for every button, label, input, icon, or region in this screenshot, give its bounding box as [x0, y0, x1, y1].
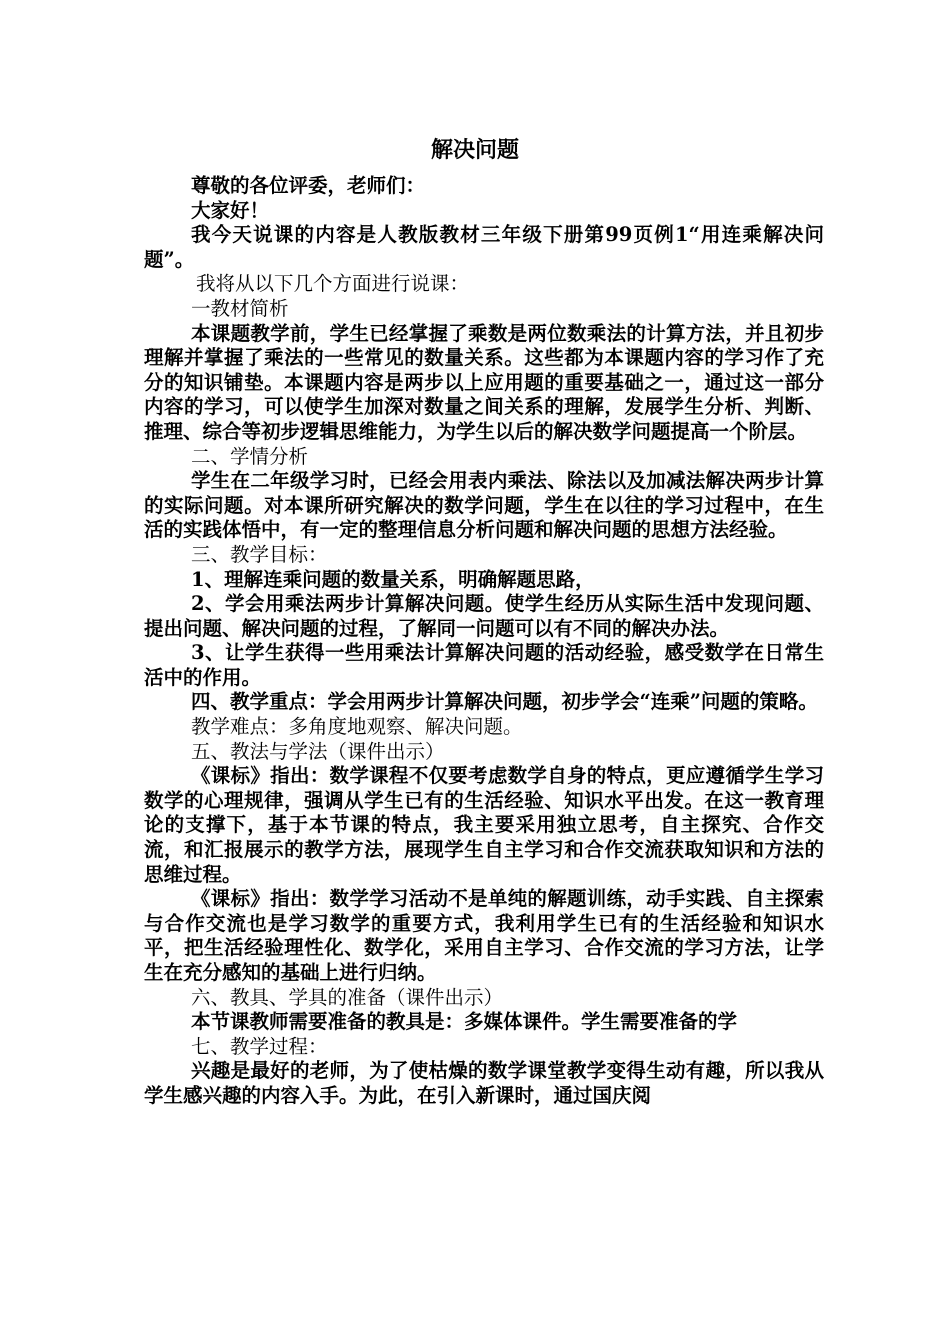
paragraph-goal-3: 3、让学生获得一些用乘法计算解决问题的活动经验，感受数学在日常生活中的作用。: [144, 641, 824, 689]
paragraph-methods-1: 《课标》指出：数学课程不仅要考虑数学自身的特点，更应遵循学生学习数学的心理规律，强调从学生已有的生活经验、知识水平出发。在这一教育理论的支撑下，基于本节课的特点，我主要采用独立思考，自主探究、合作交流，和汇报展示的教学方法，展现学生自主学习和合作交流获取知识和方法的思维过程。: [144, 764, 824, 886]
paragraph-methods-2: 《课标》指出：数学学习活动不是单纯的解题训练，动手实践、自主探索与合作交流也是学习数学的重要方式，我利用学生已有的生活经验和知识水平，把生活经验理性化、数学化，采用自主学习、合作交流的学习方法，让学生在充分感知的基础上进行归纳。: [144, 887, 824, 984]
paragraph-hello: 大家好！: [191, 198, 270, 222]
paragraph-student-analysis: 学生在二年级学习时，已经会用表内乘法、除法以及加减法解决两步计算的实际问题。对本课所研究解决的数学问题，学生在以往的学习过程中，在生活的实践体悟中，有一定的整理信息分析问题和解决问题的思想方法经验。: [144, 469, 824, 542]
heading-teaching-goals: 三、教学目标：: [191, 542, 328, 566]
paragraph-teaching-process: 兴趣是最好的老师，为了使枯燥的数学课堂教学变得生动有趣，所以我从学生感兴趣的内容入手。为此，在引入新课时，通过国庆阅: [144, 1059, 824, 1107]
paragraph-outline: 我将从以下几个方面进行说课：: [196, 272, 470, 296]
paragraph-greeting: 尊敬的各位评委，老师们：: [191, 174, 426, 197]
heading-teaching-process: 七、教学过程：: [191, 1034, 328, 1058]
paragraph-difficulties: 教学难点：多角度地观察、解决问题。: [191, 715, 523, 739]
paragraph-goal-1: 1、理解连乘问题的数量关系，明确解题思路，: [191, 567, 595, 591]
paragraph-goal-2: 2、学会用乘法两步计算解决问题。使学生经历从实际生活中发现问题、提出问题、解决问题的过程，了解同一问题可以有不同的解决办法。: [144, 592, 824, 640]
paragraph-topic: 我今天说课的内容是人教版教材三年级下册第99页例1“用连乘解决问题”。: [144, 223, 824, 271]
document-body: [144, 174, 824, 1109]
document-title: 解决问题: [430, 137, 519, 163]
paragraph-key-points: 四、教学重点：学会用两步计算解决问题，初步学会“连乘”问题的策略。: [191, 690, 818, 714]
paragraph-material-analysis: 本课题教学前，学生已经掌握了乘数是两位数乘法的计算方法，并且初步理解并掌握了乘法的一些常见的数量关系。这些都为本课题内容的学习作了充分的知识铺垫。本课题内容是两步以上应用题的重要基础之一，通过这一部分内容的学习，可以使学生加深对数量之间关系的理解，发展学生分析、判断、推理、综合等初步逻辑思维能力，为学生以后的解决数学问题提高一个阶层。: [144, 321, 824, 443]
heading-material-analysis: 一教材简析: [191, 296, 289, 320]
heading-methods: 五、教法与学法（课件出示）: [191, 739, 445, 763]
heading-preparation: 六、教具、学具的准备（课件出示）: [191, 985, 504, 1009]
heading-student-analysis: 二、学情分析: [191, 444, 309, 468]
paragraph-preparation: 本节课教师需要准备的教具是：多媒体课件。学生需要准备的学: [191, 1010, 738, 1034]
